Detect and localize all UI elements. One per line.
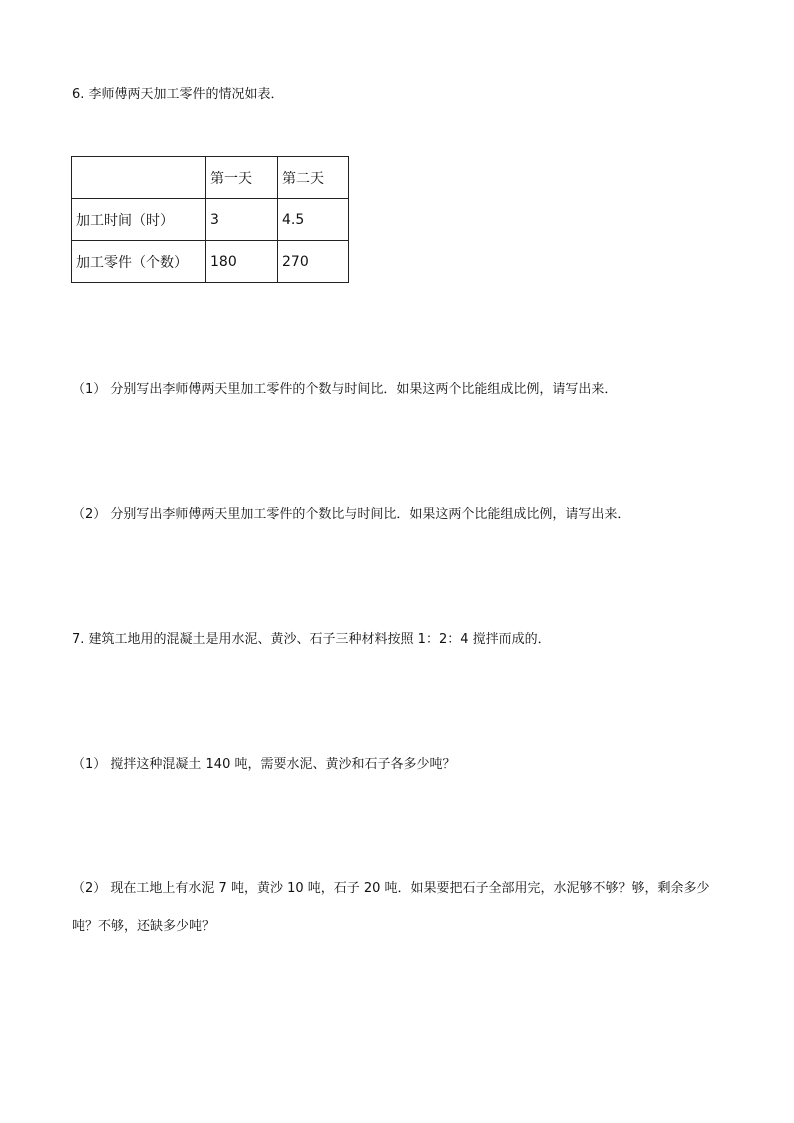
question-6-title: 6. 李师傅两天加工零件的情况如表． — [72, 87, 284, 102]
table-header-cell — [72, 157, 206, 199]
table-cell: 3 — [206, 199, 278, 241]
table-header-row — [72, 157, 349, 199]
table-cell: 4.5 — [278, 199, 349, 241]
table-cell: 加工零件（个数） — [72, 241, 206, 283]
table-row — [72, 199, 349, 241]
question-6-part-1: （1） 分别写出李师傅两天里加工零件的个数与时间比．如果这两个比能组成比例，请写出来． — [72, 382, 618, 397]
question-7-part-1: （1） 搅拌这种混凝土 140 吨，需要水泥、黄沙和石子各多少吨？ — [72, 757, 456, 772]
table-row — [72, 241, 349, 283]
table-cell: 270 — [278, 241, 349, 283]
processing-table — [71, 156, 349, 283]
question-7-title: 7. 建筑工地用的混凝土是用水泥、黄沙、石子三种材料按照 1：2：4 搅拌而成的． — [72, 632, 551, 647]
table-header-cell: 第二天 — [278, 157, 349, 199]
table-cell: 加工时间（时） — [72, 199, 206, 241]
question-6-part-2: （2） 分别写出李师傅两天里加工零件的个数比与时间比．如果这两个比能组成比例，请写出来． — [72, 507, 631, 522]
question-7-part-2: （2） 现在工地上有水泥 7 吨，黄沙 10 吨，石子 20 吨．如果要把石子全部用完，水泥够不够？够，剩余多少吨？不够，还缺多少吨？ — [72, 881, 710, 934]
table-header-cell: 第一天 — [206, 157, 278, 199]
table-cell: 180 — [206, 241, 278, 283]
